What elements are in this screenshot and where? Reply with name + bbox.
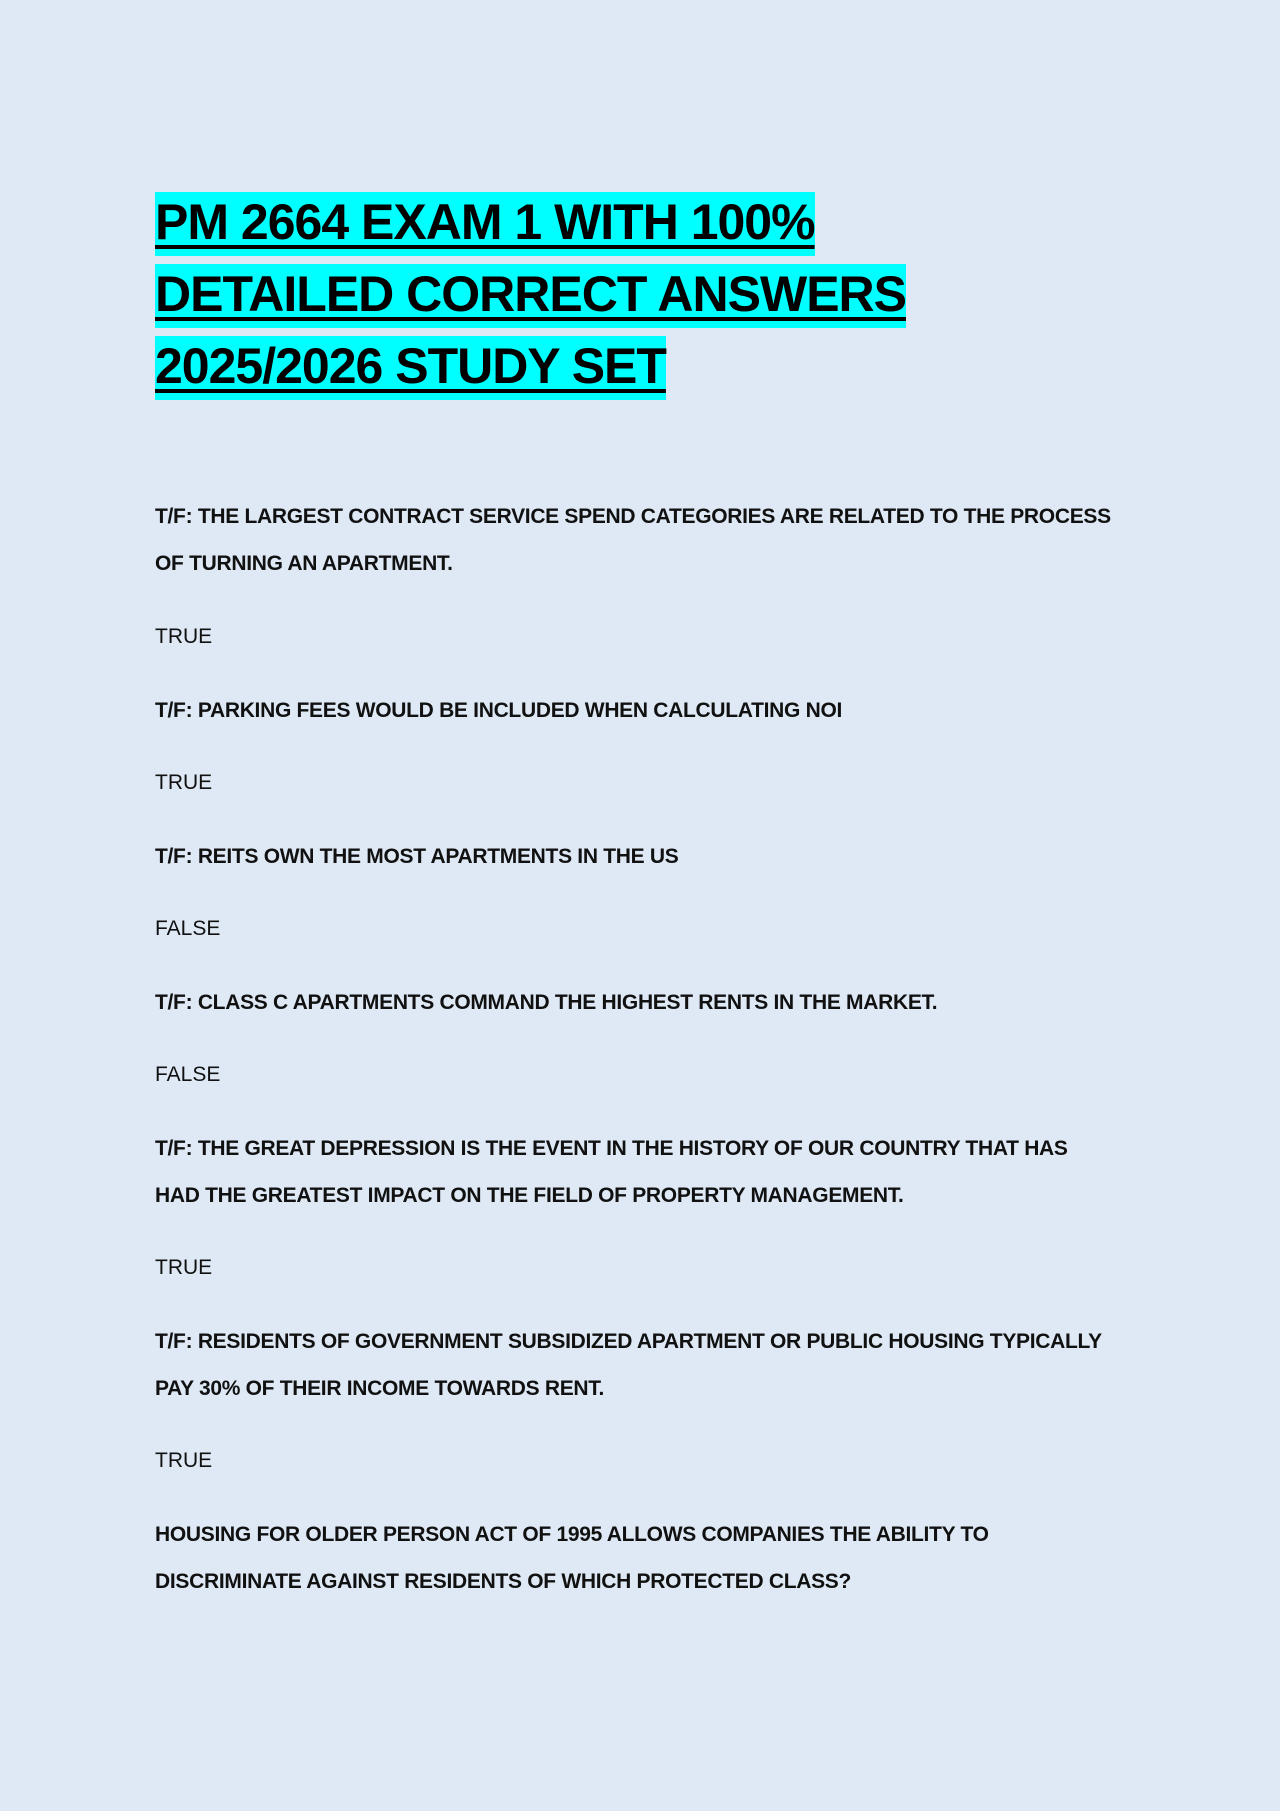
question-3: T/F: REITS OWN THE MOST APARTMENTS IN THE US — [155, 845, 679, 868]
title-line-1: PM 2664 EXAM 1 WITH 100% — [155, 186, 1155, 258]
answer-1: TRUE — [155, 625, 213, 648]
document-title — [155, 186, 1155, 402]
title-line-3: 2025/2026 STUDY SET — [155, 330, 1155, 402]
question-4: T/F: CLASS C APARTMENTS COMMAND THE HIGHEST RENTS IN THE MARKET. — [155, 991, 938, 1014]
answer-3: FALSE — [155, 917, 221, 940]
question-7: HOUSING FOR OLDER PERSON ACT OF 1995 ALLOWS COMPANIES THE ABILITY TO DISCRIMINATE AGAINST RESIDENTS OF WHICH PROTECTED CLASS? — [155, 1523, 989, 1593]
title-line-2: DETAILED CORRECT ANSWERS — [155, 258, 1155, 330]
question-5: T/F: THE GREAT DEPRESSION IS THE EVENT IN THE HISTORY OF OUR COUNTRY THAT HAS HAD THE GREATEST IMPACT ON THE FIELD OF PROPERTY MANAGEMENT. — [155, 1137, 1068, 1207]
answer-2: TRUE — [155, 771, 213, 794]
answer-4: FALSE — [155, 1063, 221, 1086]
answer-6: TRUE — [155, 1449, 213, 1472]
question-6: T/F: RESIDENTS OF GOVERNMENT SUBSIDIZED APARTMENT OR PUBLIC HOUSING TYPICALLY PAY 30% OF THEIR INCOME TOWARDS RENT. — [155, 1330, 1102, 1400]
question-1: T/F: THE LARGEST CONTRACT SERVICE SPEND CATEGORIES ARE RELATED TO THE PROCESS OF TURNING AN APARTMENT. — [155, 505, 1111, 575]
question-2: T/F: PARKING FEES WOULD BE INCLUDED WHEN CALCULATING NOI — [155, 699, 843, 722]
answer-5: TRUE — [155, 1256, 213, 1279]
